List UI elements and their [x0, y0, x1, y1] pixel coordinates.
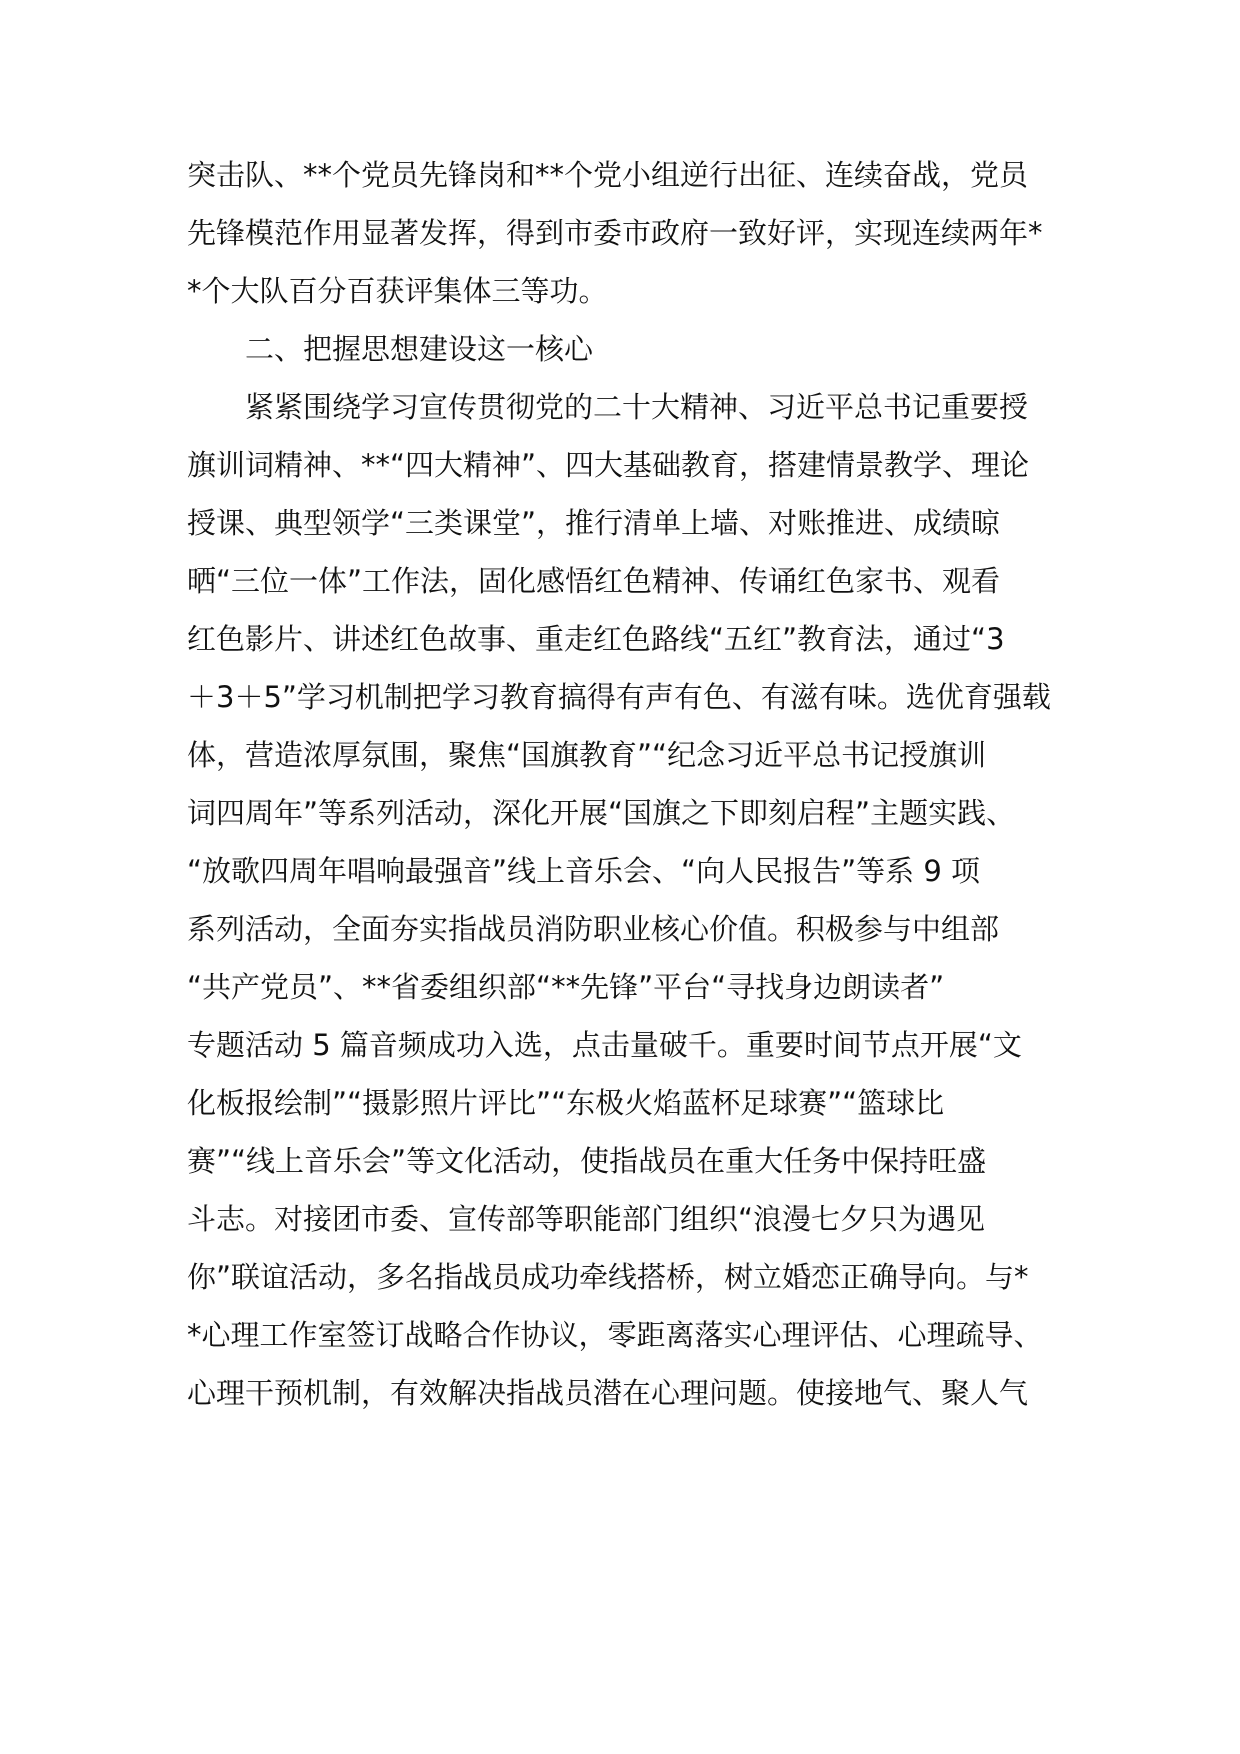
text-line: 你”联谊活动，多名指战员成功牵线搭桥，树立婚恋正确导向。与*	[187, 1260, 1029, 1294]
text-line: 红色影片、讲述红色故事、重走红色路线“五红”教育法，通过“3	[187, 622, 1005, 656]
text-line: 体，营造浓厚氛围，聚焦“国旗教育”“纪念习近平总书记授旗训	[187, 738, 987, 772]
text-line: 紧紧围绕学习宣传贯彻党的二十大精神、习近平总书记重要授	[187, 390, 1029, 424]
text-line: “共产党员”、**省委组织部“**先锋”平台“寻找身边朗读者”	[187, 970, 945, 1004]
text-line: 心理干预机制，有效解决指战员潜在心理问题。使接地气、聚人气	[187, 1376, 1029, 1410]
text-line: 化板报绘制”“摄影照片评比”“东极火焰蓝杯足球赛”“篮球比	[187, 1086, 945, 1120]
text-line: 突击队、**个党员先锋岗和**个党小组逆行出征、连续奋战，党员	[187, 158, 1029, 192]
text-line: 斗志。对接团市委、宣传部等职能部门组织“浪漫七夕只为遇见	[187, 1202, 986, 1236]
text-line: 晒“三位一体”工作法，固化感悟红色精神、传诵红色家书、观看	[187, 564, 1001, 598]
text-line: “放歌四周年唱响最强音”线上音乐会、“向人民报告”等系 9 项	[187, 854, 980, 888]
text-line: 词四周年”等系列活动，深化开展“国旗之下即刻启程”主题实践、	[187, 796, 1016, 830]
text-line: 赛”“线上音乐会”等文化活动，使指战员在重大任务中保持旺盛	[187, 1144, 987, 1178]
text-line: 系列活动，全面夯实指战员消防职业核心价值。积极参与中组部	[187, 912, 1000, 946]
text-line: ＋3＋5”学习机制把学习教育搞得有声有色、有滋有味。选优育强载	[187, 680, 1051, 714]
text-line: *个大队百分百获评集体三等功。	[187, 274, 608, 308]
section-heading: 二、把握思想建设这一核心	[187, 332, 594, 366]
text-line: *心理工作室签订战略合作协议，零距离落实心理评估、心理疏导、	[187, 1318, 1043, 1352]
text-line: 授课、典型领学“三类课堂”，推行清单上墙、对账推进、成绩晾	[187, 506, 1001, 540]
text-line: 旗训词精神、**“四大精神”、四大基础教育，搭建情景教学、理论	[187, 448, 1030, 482]
text-line: 先锋模范作用显著发挥，得到市委市政府一致好评，实现连续两年*	[187, 216, 1043, 250]
text-line: 专题活动 5 篇音频成功入选，点击量破千。重要时间节点开展“文	[187, 1028, 1022, 1062]
